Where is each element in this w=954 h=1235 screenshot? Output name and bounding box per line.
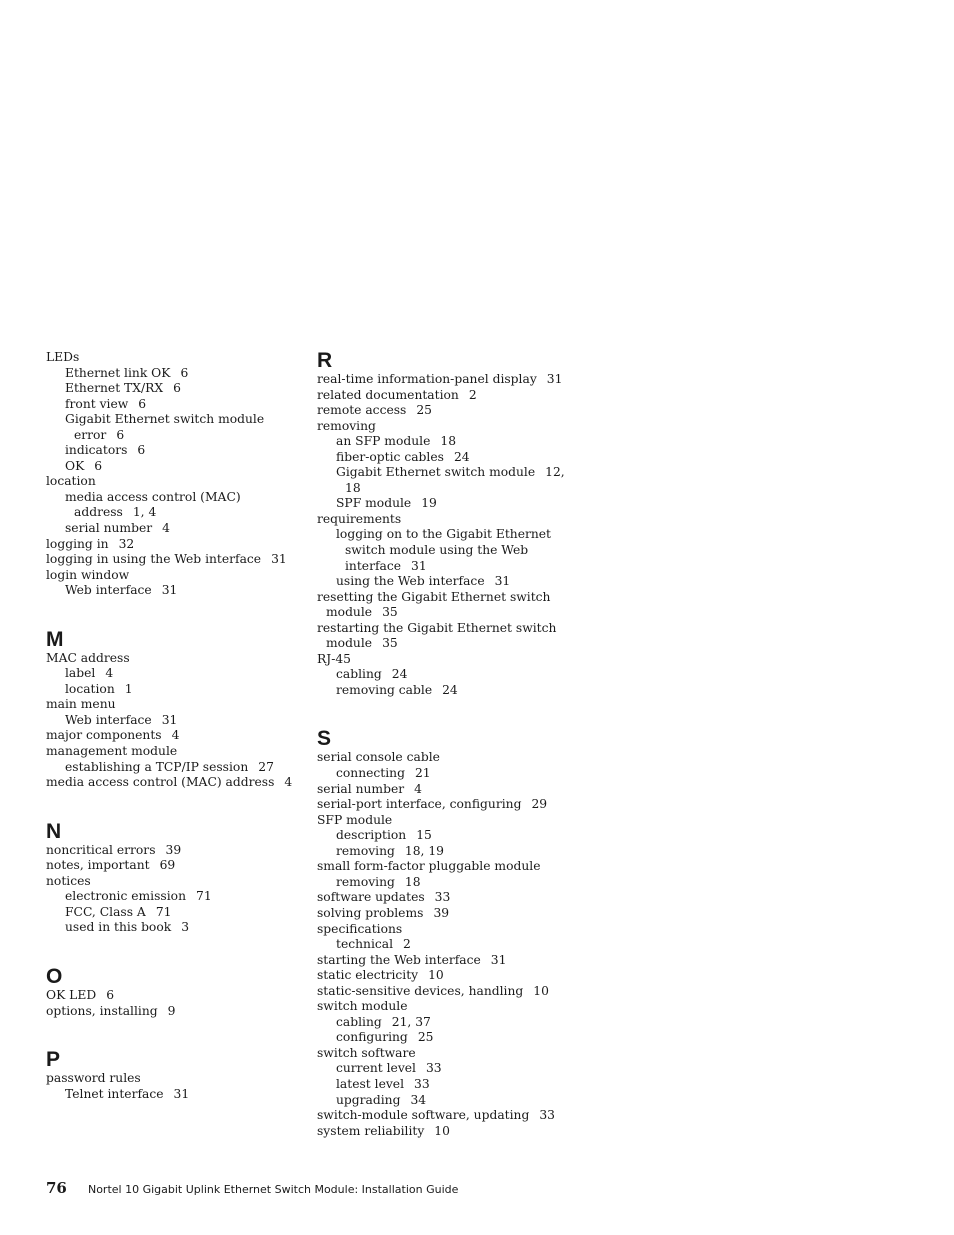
index-entry [317, 403, 587, 419]
index-entry [46, 697, 296, 713]
index-entry-term: specifications [317, 921, 403, 936]
index-entry [46, 537, 296, 553]
index-entry-term: 18 [345, 480, 361, 495]
index-entry-term: location [65, 681, 115, 696]
index-entry [317, 1030, 587, 1046]
index-entry [317, 1061, 587, 1077]
index-entry [46, 920, 296, 936]
index-entry [46, 744, 296, 760]
index-entry-pages: 33 [425, 1061, 442, 1076]
index-entry-pages: 31 [161, 583, 178, 598]
index-entry-pages: 31 [490, 952, 507, 967]
index-entry-term: OK LED [46, 987, 97, 1002]
index-entry-term: RJ-45 [317, 651, 351, 666]
index-entry [317, 906, 587, 922]
index-entry-pages: 9 [167, 1003, 176, 1018]
index-entry-pages: 4 [171, 728, 180, 743]
index-column-left [46, 350, 296, 1132]
index-entry [46, 682, 296, 698]
index-entry [317, 512, 587, 528]
index-entry-term: serial number [65, 521, 153, 536]
index-entry-pages: 29 [531, 797, 548, 812]
section-letter-heading: S [317, 727, 332, 751]
index-entry-pages: 21, 37 [391, 1014, 431, 1029]
index-entry [46, 381, 296, 397]
index-entry [317, 890, 587, 906]
index-entry-pages: 6 [180, 365, 189, 380]
index-entry-pages: 39 [165, 842, 182, 857]
index-entry-pages: 12, [545, 465, 565, 480]
index-entry-pages: 31 [494, 574, 511, 589]
index-entry-term: starting the Web interface [317, 952, 481, 967]
index-entry-pages: 21 [414, 766, 431, 781]
index-entry-term: logging in [46, 536, 109, 551]
index-entry-term: interface [345, 558, 401, 573]
index-entry-term: current level [336, 1061, 416, 1076]
index-entry-pages: 34 [410, 1092, 427, 1107]
index-entry-pages: 71 [155, 904, 172, 919]
index-entry-term: technical [336, 937, 394, 952]
index-entry-pages: 1 [124, 681, 133, 696]
index-entry-term: software updates [317, 890, 425, 905]
index-entry-term: fiber-optic cables [336, 449, 444, 464]
index-entry-pages: 33 [414, 1076, 430, 1091]
index-entry-term: noncritical errors [46, 842, 156, 857]
index-entry [317, 621, 587, 637]
index-entry [317, 652, 587, 668]
index-entry-pages: 31 [271, 552, 287, 567]
index-entry [317, 388, 587, 404]
index-entry [46, 490, 296, 506]
index-entry-pages: 71 [196, 889, 212, 904]
index-entry-term: notices [46, 873, 91, 888]
index-entry-term: indicators [65, 443, 128, 458]
index-entry [317, 1093, 587, 1109]
index-entry-term: error [74, 427, 107, 442]
index-entry-term: major components [46, 728, 162, 743]
index-entry-term: switch module using the Web [345, 543, 529, 558]
index-entry-term: description [336, 828, 407, 843]
index-entry-term: static electricity [317, 968, 419, 983]
index-entry-term: serial-port interface, configuring [317, 797, 522, 812]
index-entry-term: address [74, 505, 123, 520]
index-entry [46, 474, 296, 490]
index-entry [317, 683, 587, 699]
index-entry [317, 419, 587, 435]
index-entry-pages: 10 [533, 983, 549, 998]
index-entry-term: management module [46, 744, 178, 759]
index-entry [317, 766, 587, 782]
index-entry [317, 527, 587, 543]
page-number: 76 [46, 1179, 67, 1197]
index-entry-pages: 25 [417, 1030, 434, 1045]
index-entry-pages: 18 [404, 874, 421, 889]
index-section [317, 728, 587, 1139]
index-entry-pages: 4 [162, 521, 170, 536]
index-entry-term: real-time information-panel display [317, 372, 537, 386]
index-entry-pages: 24 [391, 667, 408, 682]
index-entry [317, 543, 587, 559]
index-entry-pages: 33 [434, 890, 451, 905]
index-entry-term: main menu [46, 697, 116, 712]
index-entry [317, 782, 587, 798]
index-entry [46, 775, 296, 791]
index-entry [317, 574, 587, 590]
index-entry [46, 858, 296, 874]
index-entry [46, 843, 296, 859]
index-entry-term: logging on to the Gigabit Ethernet [336, 527, 551, 542]
index-entry-term: switch-module software, updating [317, 1108, 530, 1123]
index-section [46, 629, 296, 791]
index-entry [317, 844, 587, 860]
index-entry-term: establishing a TCP/IP session [65, 759, 249, 774]
index-entry [46, 666, 296, 682]
index-entry-pages: 69 [159, 858, 176, 873]
index-entry-term: OK [65, 458, 85, 473]
index-entry-term: switch module [317, 999, 408, 1014]
index-entry [317, 605, 587, 621]
index-entry-term: media access control (MAC) [65, 489, 241, 504]
index-entry-term: switch software [317, 1045, 416, 1060]
index-section [317, 350, 587, 698]
index-entry-pages: 39 [433, 905, 450, 920]
index-entry-term: small form-factor pluggable module [317, 859, 541, 874]
index-entry-term: Ethernet TX/RX [65, 381, 164, 396]
index-entry-term: media access control (MAC) address [46, 775, 275, 790]
index-entry [317, 465, 587, 481]
index-entry [46, 366, 296, 382]
index-entry-pages: 6 [94, 458, 103, 473]
index-entry [46, 397, 296, 413]
index-entry [46, 428, 296, 444]
index-entry-term: label [65, 666, 96, 681]
index-entry-pages: 25 [416, 403, 433, 418]
index-entry-term: options, installing [46, 1003, 158, 1018]
index-entry [46, 713, 296, 729]
index-entry-term: upgrading [336, 1092, 401, 1107]
index-entry-pages: 4 [414, 781, 422, 796]
index-section [46, 821, 296, 936]
index-entry [46, 552, 296, 568]
index-entry-pages: 33 [539, 1108, 555, 1123]
index-entry [317, 984, 587, 1000]
index-entry-pages: 27 [258, 759, 274, 774]
index-entry [46, 905, 296, 921]
index-entry-term: removing [336, 874, 395, 889]
index-entry-term: Gigabit Ethernet switch module [336, 465, 536, 480]
index-section [46, 350, 296, 599]
index-entry [317, 450, 587, 466]
index-entry-term: Gigabit Ethernet switch module [65, 412, 265, 427]
index-entry [317, 813, 587, 829]
index-entry-term: login window [46, 567, 130, 582]
index-entry [46, 505, 296, 521]
section-letter-heading: M [46, 627, 64, 651]
index-entry [46, 412, 296, 428]
index-entry-pages: 6 [138, 396, 147, 411]
index-entry-pages: 18, 19 [404, 843, 445, 858]
index-entry-term: notes, important [46, 858, 150, 873]
index-entry-pages: 2 [468, 387, 477, 402]
index-entry-pages: 3 [181, 920, 190, 935]
index-entry-term: serial console cable [317, 750, 440, 765]
index-entry [317, 434, 587, 450]
index-entry [317, 875, 587, 891]
index-entry-term: logging in using the Web interface [46, 552, 262, 567]
index-entry [317, 750, 587, 766]
index-entry-term: used in this book [65, 920, 172, 935]
index-entry [317, 1015, 587, 1031]
index-entry [317, 797, 587, 813]
section-letter-heading: R [317, 349, 333, 372]
index-entry-pages: 1, 4 [132, 505, 157, 520]
index-entry-term: electronic emission [65, 889, 186, 904]
index-entry-pages: 35 [382, 636, 398, 651]
index-section [46, 966, 296, 1019]
index-entry [317, 559, 587, 575]
index-entry-pages: 15 [416, 828, 432, 843]
index-entry [46, 1071, 296, 1087]
index-entry-pages: 35 [382, 605, 398, 620]
index-entry-pages: 31 [161, 712, 178, 727]
index-entry [317, 922, 587, 938]
index-column-right [317, 350, 587, 1169]
index-entry [46, 874, 296, 890]
index-entry [317, 1124, 587, 1140]
index-entry [46, 760, 296, 776]
index-entry-term: FCC, Class A [65, 904, 146, 919]
index-entry-term: cabling [336, 1014, 382, 1029]
index-entry-pages: 6 [106, 987, 115, 1002]
index-entry [317, 1108, 587, 1124]
page-footer [46, 1178, 458, 1197]
index-entry [317, 667, 587, 683]
index-entry-term: SPF module [336, 496, 412, 511]
index-entry [46, 443, 296, 459]
index-entry-term: Web interface [65, 712, 152, 727]
index-entry-pages: 4 [105, 666, 114, 681]
index-entry [317, 1077, 587, 1093]
index-entry [317, 999, 587, 1015]
index-entry-term: connecting [336, 766, 405, 781]
index-entry-term: removing cable [336, 682, 433, 697]
index-entry-pages: 31 [173, 1086, 190, 1101]
index-entry [46, 1004, 296, 1020]
index-entry [317, 859, 587, 875]
index-entry [317, 496, 587, 512]
index-entry-pages: 32 [118, 536, 135, 551]
index-entry [46, 889, 296, 905]
index-entry-term: system reliability [317, 1123, 425, 1138]
index-entry-pages: 31 [411, 558, 427, 573]
index-entry-pages: 24 [442, 682, 458, 697]
index-entry [317, 481, 587, 497]
index-entry-term: Ethernet link OK [65, 365, 171, 380]
index-entry [317, 937, 587, 953]
index-entry-term: LEDs [46, 350, 80, 364]
index-entry-pages: 4 [284, 775, 293, 790]
index-section [46, 1049, 296, 1102]
index-entry-pages: 10 [434, 1123, 450, 1138]
index-entry [317, 968, 587, 984]
index-entry-term: MAC address [46, 650, 130, 665]
index-entry [317, 1046, 587, 1062]
index-entry-term: removing [317, 418, 376, 433]
index-entry [46, 1087, 296, 1103]
index-entry-term: remote access [317, 403, 407, 418]
index-entry [317, 953, 587, 969]
index-entry-pages: 10 [428, 968, 444, 983]
index-entry-pages: 6 [173, 381, 181, 396]
index-entry-term: configuring [336, 1030, 408, 1045]
index-entry-term: related documentation [317, 387, 459, 402]
index-entry-term: requirements [317, 511, 402, 526]
index-entry [46, 521, 296, 537]
index-entry [317, 636, 587, 652]
index-entry-pages: 2 [403, 937, 411, 952]
index-entry-term: module [326, 605, 373, 620]
index-entry-term: location [46, 474, 96, 489]
index-entry-term: serial number [317, 781, 405, 796]
index-entry [317, 372, 587, 388]
index-entry-term: static-sensitive devices, handling [317, 983, 524, 998]
index-entry-term: SFP module [317, 812, 393, 827]
index-entry-term: resetting the Gigabit Ethernet switch [317, 589, 551, 604]
index-entry-term: password rules [46, 1071, 141, 1086]
index-entry [46, 459, 296, 475]
index-entry-term: Web interface [65, 583, 152, 598]
index-entry [46, 988, 296, 1004]
index-entry [317, 828, 587, 844]
document-title: Nortel 10 Gigabit Uplink Ethernet Switch Module: Installation Guide [87, 1183, 459, 1196]
index-entry-pages: 31 [546, 372, 563, 386]
section-letter-heading: O [46, 964, 63, 988]
index-entry-term: cabling [336, 667, 382, 682]
index-entry [317, 590, 587, 606]
index-entry [46, 350, 296, 366]
index-entry [46, 728, 296, 744]
index-entry [46, 583, 296, 599]
index-entry-term: removing [336, 843, 395, 858]
index-entry-term: Telnet interface [65, 1086, 164, 1101]
index-entry-term: restarting the Gigabit Ethernet switch [317, 620, 557, 635]
index-entry-pages: 24 [453, 449, 470, 464]
index-entry-pages: 6 [116, 427, 125, 442]
index-entry-term: front view [65, 396, 129, 411]
index-entry-term: an SFP module [336, 434, 431, 449]
section-letter-heading: N [46, 819, 62, 843]
index-entry [46, 651, 296, 667]
index-entry-pages: 18 [440, 434, 457, 449]
index-entry-term: module [326, 636, 373, 651]
index-entry-term: latest level [336, 1076, 405, 1091]
index-entry-pages: 6 [137, 443, 146, 458]
section-letter-heading: P [46, 1048, 61, 1072]
index-entry-pages: 19 [421, 496, 437, 511]
index-entry-term: using the Web interface [336, 574, 485, 589]
index-entry-term: solving problems [317, 905, 424, 920]
index-entry [46, 568, 296, 584]
